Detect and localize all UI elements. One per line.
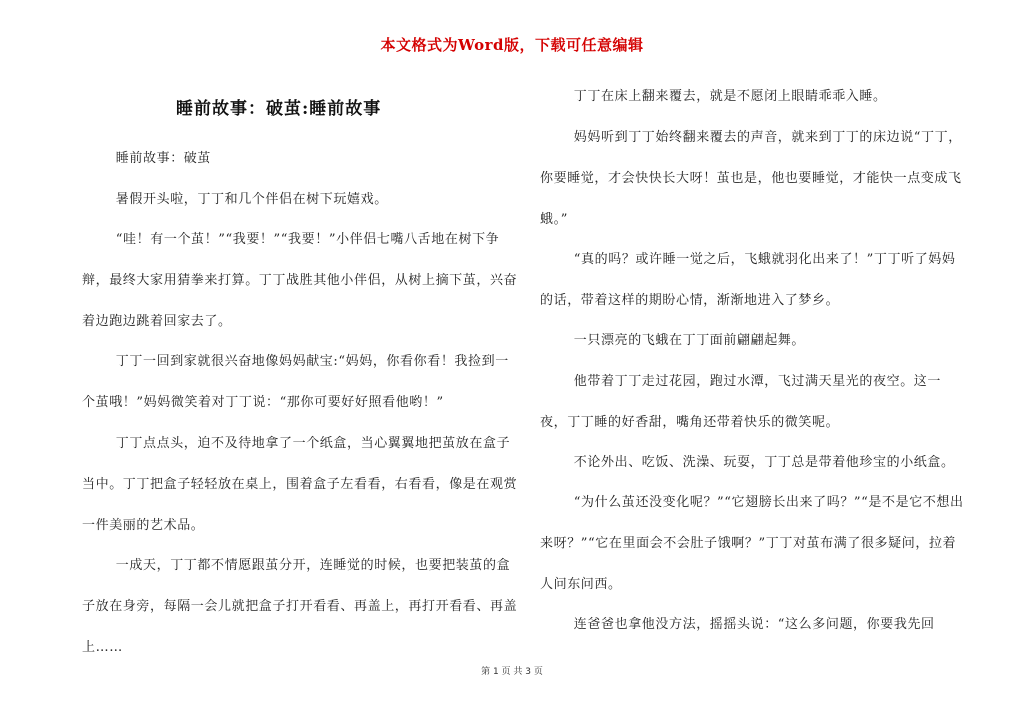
right-paragraph: 他带着丁丁走过花园，跑过水潭，飞过满天星光的夜空。这一夜，丁丁睡的好香甜，嘴角还带着快乐的微笑呢。 [540,374,941,430]
left-paragraph: 一成天，丁丁都不情愿跟茧分开，连睡觉的时候，也要把装茧的盒子放在身旁，每隔一会儿就把盒子打开看看、再盖上，再打开看看、再盖上…… [82,558,518,655]
right-paragraph: “为什么茧还没变化呢？”“它翅膀长出来了吗？”“是不是它不想出来呀？”“它在里面会不会肚子饿啊？”丁丁对茧布满了很多疑问，拉着人问东问西。 [540,495,964,592]
left-paragraph: 丁丁一回到家就很兴奋地像妈妈献宝:“妈妈，你看你看！我捡到一个茧哦！”妈妈微笑着对丁丁说：“那你可要好好照看他哟！” [82,354,509,410]
right-paragraph: 妈妈听到丁丁始终翻来覆去的声音，就来到丁丁的床边说“丁丁，你要睡觉，才会快快长大呀！茧也是，他也要睡觉，才能快一点变成飞蛾。” [540,130,962,227]
right-paragraph: 不论外出、吃饭、洗澡、玩耍，丁丁总是带着他珍宝的小纸盒。 [573,455,955,470]
left-paragraph: “哇！有一个茧！”“我要！”“我要！”小伴侣七嘴八舌地在树下争辩，最终大家用猜拳来打算。丁丁战胜其他小伴侣，从树上摘下茧，兴奋着边跑边跳着回家去了。 [82,232,518,329]
right-paragraph: 一只漂亮的飞蛾在丁丁面前翩翩起舞。 [573,333,805,348]
right-paragraph: 连爸爸也拿他没方法，摇摇头说：“这么多问题，你要我先回 [573,617,935,632]
page-footer: 第 1 页 共 3 页 [481,667,543,677]
left-paragraph: 丁丁点点头，迫不及待地拿了一个纸盒，当心翼翼地把茧放在盒子当中。丁丁把盒子轻轻放在桌上，围着盒子左看看，右看看，像是在观赏一件美丽的艺术品。 [82,436,518,533]
right-paragraph: 丁丁在床上翻来覆去，就是不愿闭上眼睛乖乖入睡。 [573,89,887,104]
right-paragraph: “真的吗？或许睡一觉之后，飞蛾就羽化出来了！”丁丁听了妈妈的话，带着这样的期盼心情，渐渐地进入了梦乡。 [540,252,956,308]
page-title: 睡前故事：破茧:睡前故事 [176,99,382,119]
left-paragraph: 暑假开头啦，丁丁和几个伴侣在树下玩嬉戏。 [115,192,388,207]
left-paragraph-subtitle: 睡前故事：破茧 [115,151,211,166]
page-banner: 本文格式为Word版，下载可任意编辑 [380,36,644,54]
